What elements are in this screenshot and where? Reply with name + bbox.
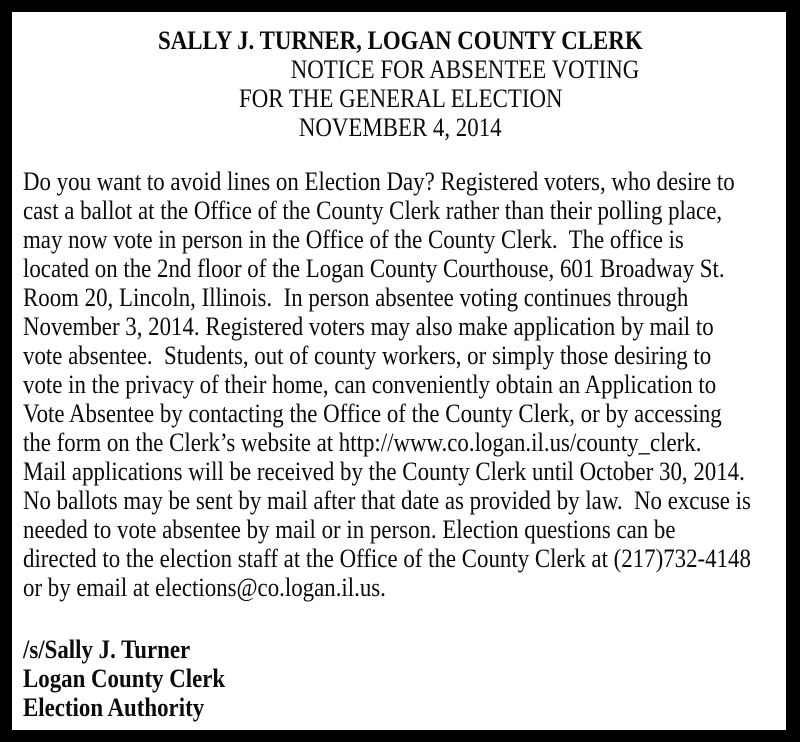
header-clerk-name: SALLY J. TURNER, LOGAN COUNTY CLERK <box>158 26 643 55</box>
body-line <box>23 399 778 428</box>
notice-header <box>23 26 778 142</box>
body-line-text: vote in the privacy of their home, can conveniently obtain an Application to <box>23 370 717 399</box>
header-election-title: FOR THE GENERAL ELECTION <box>238 84 563 113</box>
body-line-text: directed to the election staff at the Office of the County Clerk at (217)732-4148 <box>23 544 751 573</box>
body-line-text: Vote Absentee by contacting the Office of the County Clerk, or by accessing <box>23 399 722 428</box>
signature-block <box>23 635 778 722</box>
body-line-text: No ballots may be sent by mail after that date as provided by law. No excuse is <box>23 486 751 515</box>
body-line <box>23 341 778 370</box>
body-line-text: November 3, 2014. Registered voters may also make application by mail to <box>23 312 714 341</box>
body-line-text: or by email at elections@co.logan.il.us. <box>23 573 386 602</box>
signature-line <box>23 635 778 664</box>
body-line-text: vote absentee. Students, out of county workers, or simply those desiring to <box>23 341 712 370</box>
body-line-text: Room 20, Lincoln, Illinois. In person absentee voting continues through <box>23 283 689 312</box>
body-line <box>23 515 778 544</box>
body-line-text: cast a ballot at the Office of the County Clerk rather than their polling place, <box>23 196 723 225</box>
body-line-text: the form on the Clerk’s website at http://www.co.logan.il.us/county_clerk. <box>23 428 702 457</box>
body-line <box>23 544 778 573</box>
header-line <box>23 84 778 113</box>
body-line <box>23 486 778 515</box>
header-election-date: NOVEMBER 4, 2014 <box>299 113 502 142</box>
body-line <box>23 457 778 486</box>
body-line <box>23 225 778 254</box>
body-line-text: located on the 2nd floor of the Logan County Courthouse, 601 Broadway St. <box>23 254 725 283</box>
header-line <box>23 55 778 84</box>
body-line <box>23 283 778 312</box>
header-line <box>23 26 778 55</box>
body-line <box>23 196 778 225</box>
body-line-text: may now vote in person in the Office of the County Clerk. The office is <box>23 225 684 254</box>
body-line <box>23 312 778 341</box>
body-line-text: needed to vote absentee by mail or in person. Election questions can be <box>23 515 676 544</box>
body-line-text: Mail applications will be received by the County Clerk until October 30, 2014. <box>23 457 745 486</box>
header-line <box>23 113 778 142</box>
body-line-text: Do you want to avoid lines on Election Day? Registered voters, who desire to <box>23 167 735 196</box>
body-line <box>23 370 778 399</box>
signature-line <box>23 693 778 722</box>
header-notice-title: NOTICE FOR ABSENTEE VOTING <box>291 55 640 84</box>
signature-name: /s/Sally J. Turner <box>23 635 191 664</box>
notice-body <box>23 167 778 602</box>
body-line <box>23 573 778 602</box>
body-line <box>23 428 778 457</box>
body-line <box>23 167 778 196</box>
signature-role: Election Authority <box>23 693 205 722</box>
signature-line <box>23 664 778 693</box>
body-line <box>23 254 778 283</box>
signature-title: Logan County Clerk <box>23 664 226 693</box>
